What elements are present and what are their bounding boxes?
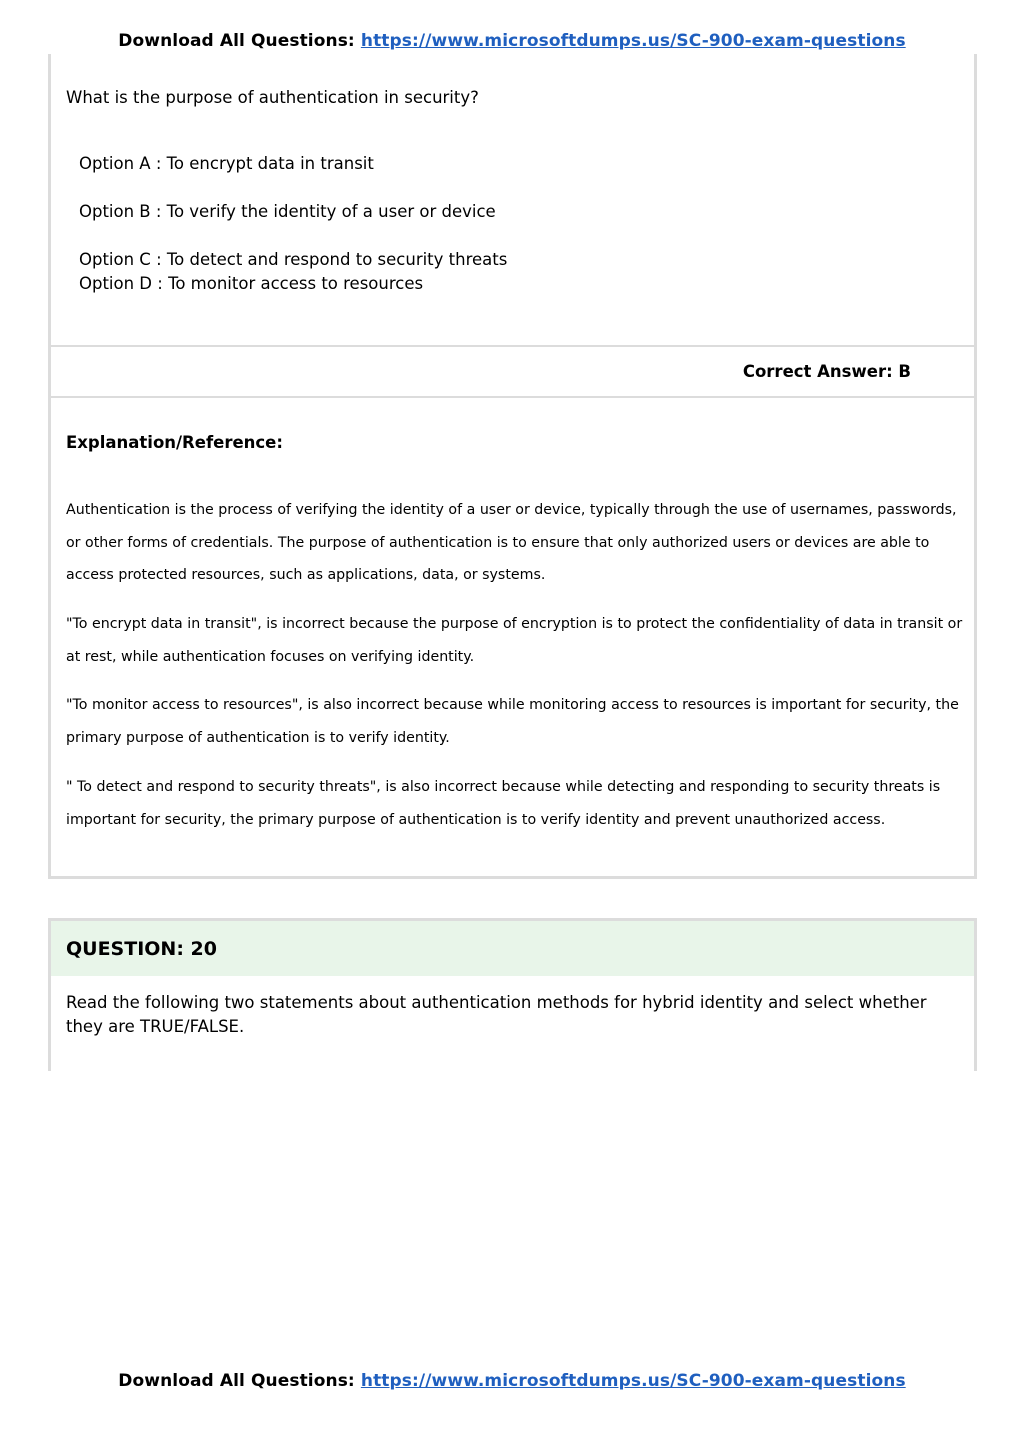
download-link[interactable]: https://www.microsoftdumps.us/SC-900-exam-questions xyxy=(360,31,906,51)
option-c: Option C : To detect and respond to security threats xyxy=(79,250,508,269)
question-number: QUESTION: 20 xyxy=(66,938,217,960)
option-a: Option A : To encrypt data in transit xyxy=(79,154,374,173)
option-d: Option D : To monitor access to resources xyxy=(79,274,424,293)
download-label: Download All Questions: xyxy=(118,1371,355,1391)
download-label: Download All Questions: xyxy=(118,31,355,51)
download-link[interactable]: https://www.microsoftdumps.us/SC-900-exam-questions xyxy=(360,1371,906,1391)
divider xyxy=(51,396,974,398)
divider xyxy=(51,345,974,347)
option-b: Option B : To verify the identity of a user or device xyxy=(79,202,496,221)
explanation-title: Explanation/Reference: xyxy=(66,433,283,452)
question-20-card xyxy=(48,918,977,1071)
explanation-paragraph: "To monitor access to resources", is also incorrect because while monitoring access to resources is important for security, the primary purpose of authentication is to verify identity. xyxy=(66,697,959,746)
question-19-card xyxy=(48,54,977,879)
question-text: Read the following two statements about authentication methods for hybrid identity and select whether they are TRUE/FALSE. xyxy=(66,993,927,1036)
explanation-paragraph: Authentication is the process of verifying the identity of a user or device, typically through the use of usernames, passwords, or other forms of credentials. The purpose of authentication is to ensure that only authorized users or devices are able to access protected resources, such as applications, data, or systems. xyxy=(66,502,957,583)
header-download-line xyxy=(0,31,1024,51)
question-header xyxy=(51,921,974,976)
question-text: What is the purpose of authentication in security? xyxy=(66,88,479,107)
explanation-paragraph: " To detect and respond to security threats", is also incorrect because while detecting and responding to security threats is important for security, the primary purpose of authentication is to verify identity and prevent unauthorized access. xyxy=(66,779,941,828)
explanation-paragraph: "To encrypt data in transit", is incorrect because the purpose of encryption is to protect the confidentiality of data in transit or at rest, while authentication focuses on verifying identity. xyxy=(66,616,963,665)
footer-download-line xyxy=(0,1371,1024,1391)
correct-answer: Correct Answer: B xyxy=(742,362,911,381)
